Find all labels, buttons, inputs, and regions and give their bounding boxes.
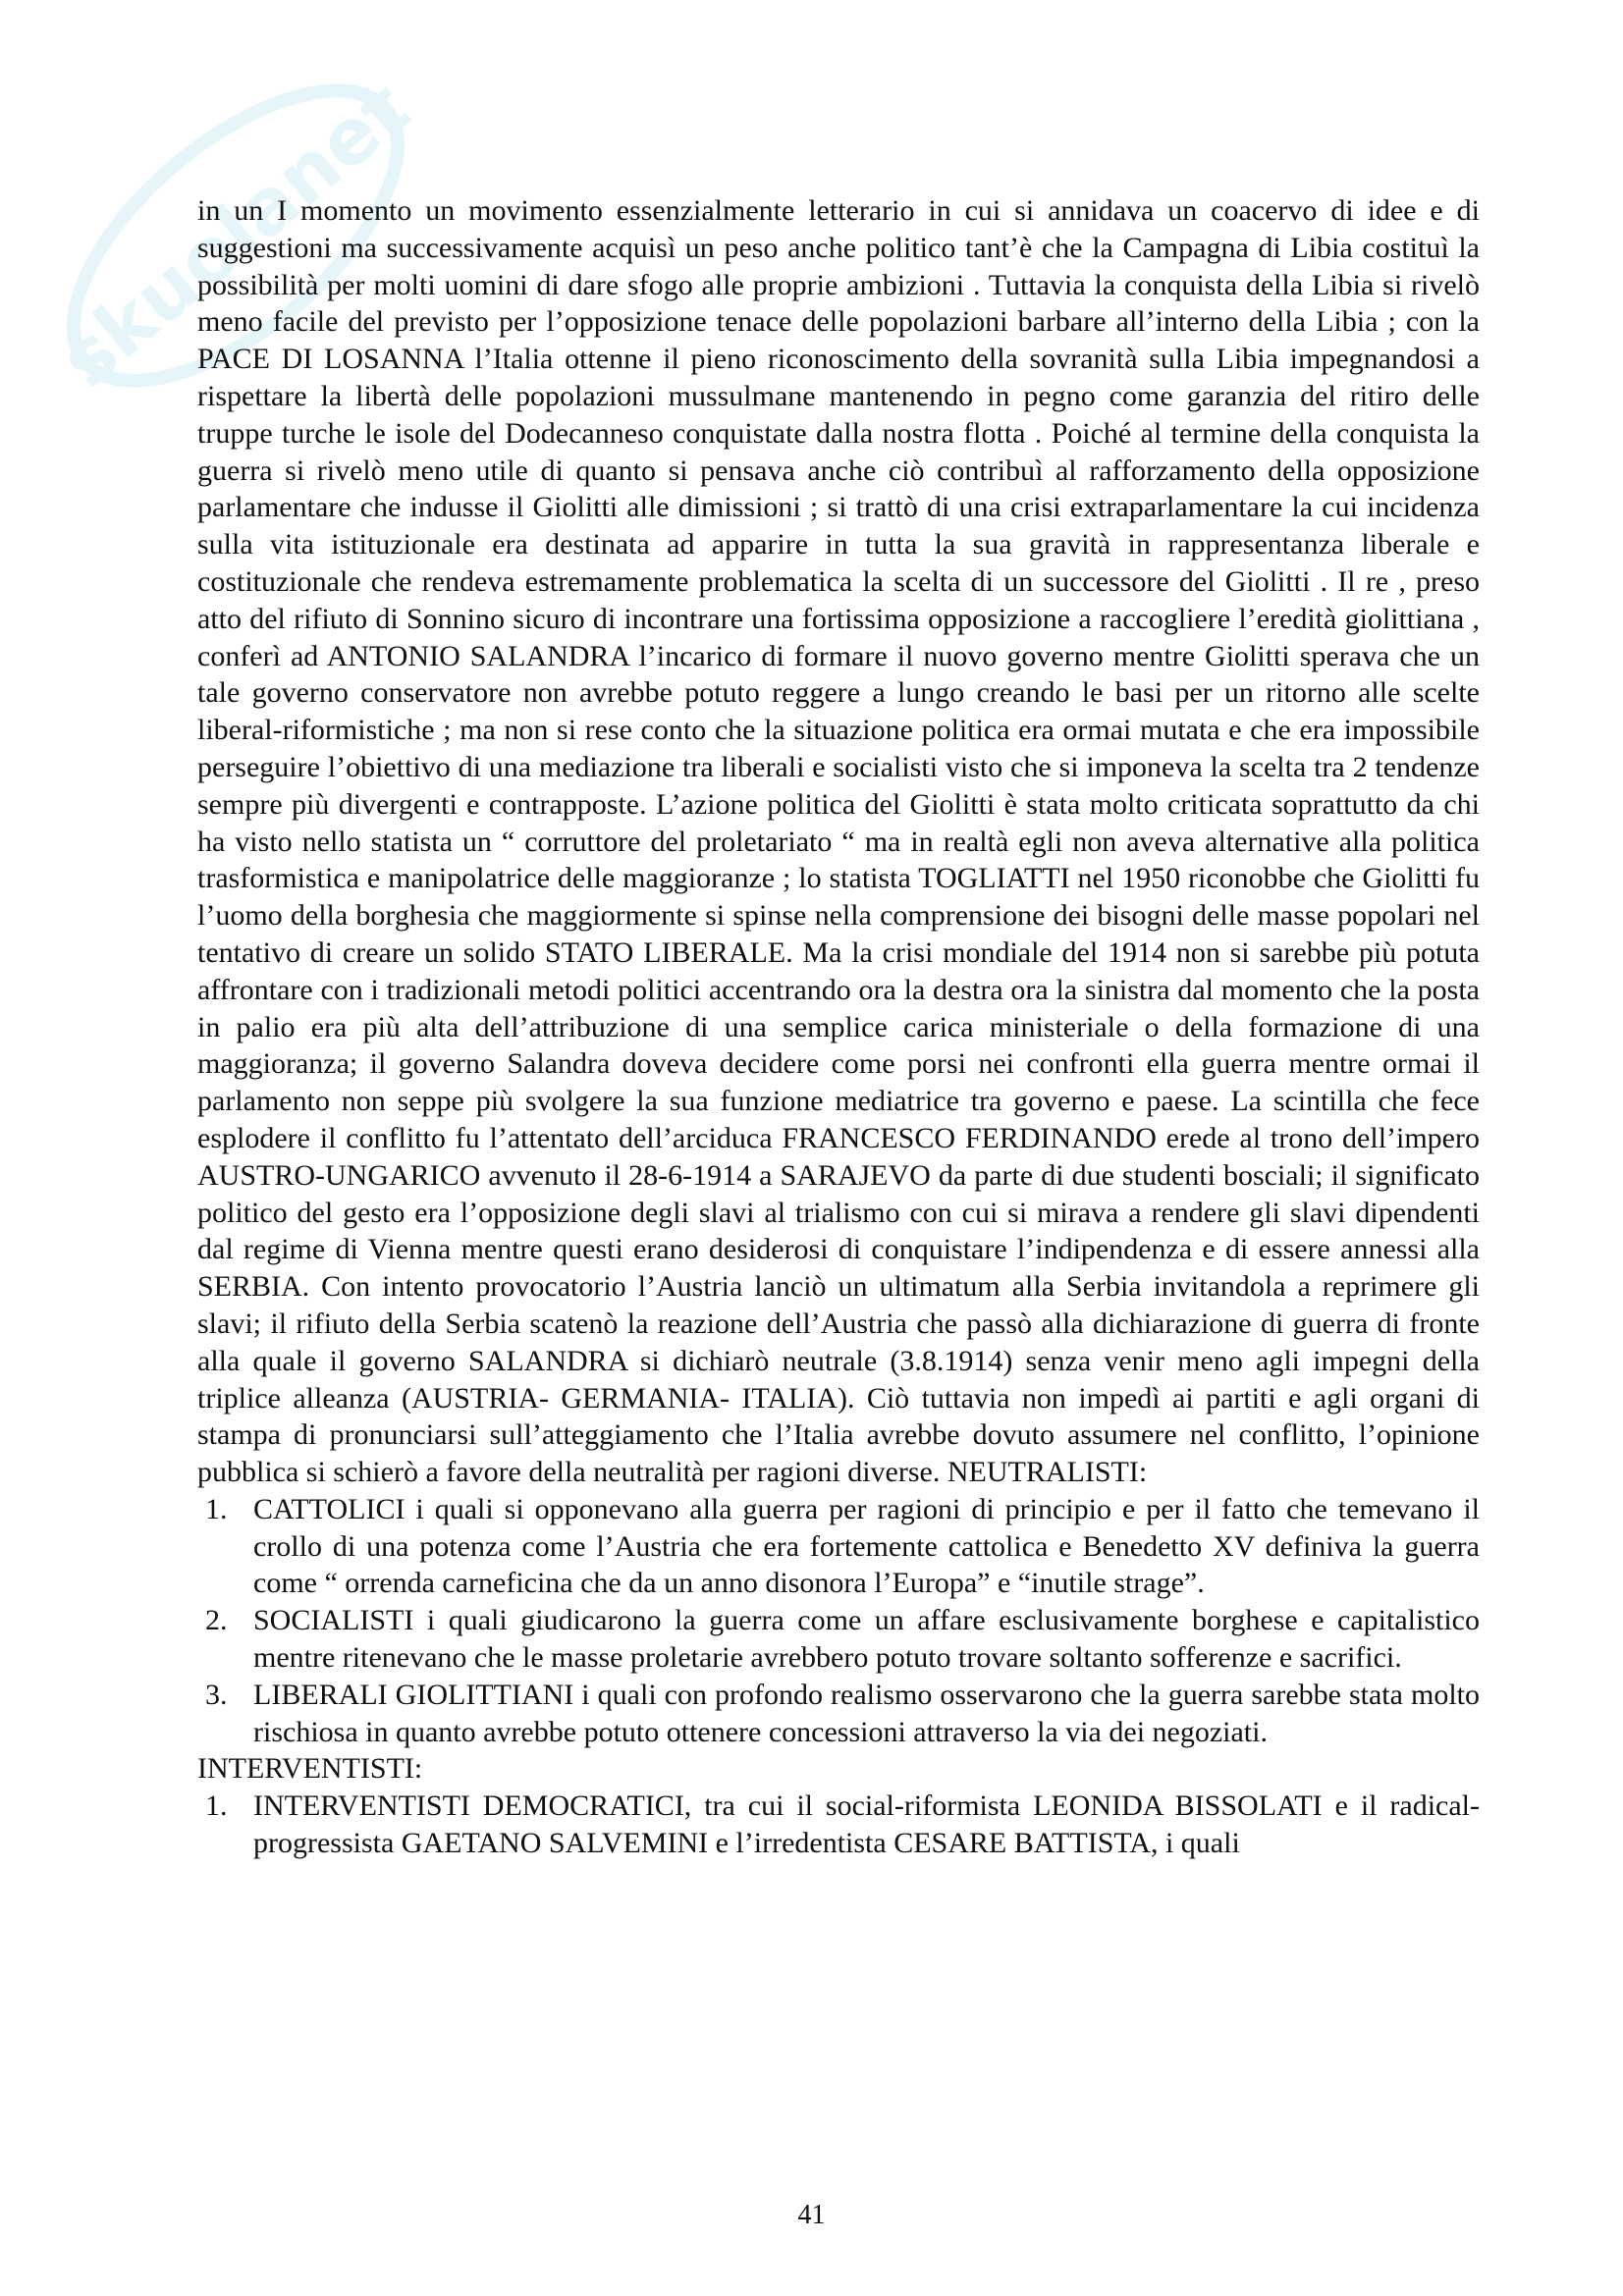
- document-page: [197, 192, 1480, 1862]
- list-item-text: SOCIALISTI i quali giudicarono la guerra come un affare esclusivamente borghese e capitalistico mentre ritenevano che le masse proletarie avrebbero potuto trovare soltanto sofferenze e sacrifici.: [253, 1604, 1480, 1675]
- list-item: [197, 1788, 1480, 1862]
- watermark-text: skuolanet: [43, 64, 426, 405]
- list-number: 2.: [205, 1604, 228, 1637]
- list-item-text: LIBERALI GIOLITTIANI i quali con profondo realismo osservarono che la guerra sarebbe stata molto rischiosa in quanto avrebbe potuto ottenere concessioni attraverso la via dei negoziati.: [253, 1678, 1480, 1748]
- list-number: 1.: [205, 1789, 228, 1823]
- list-number: 3.: [205, 1678, 228, 1711]
- list-item-text: CATTOLICI i quali si opponevano alla guerra per ragioni di principio e per il fatto che temevano il crollo di una potenza come l’Austria che era fortemente cattolica e Benedetto XV definiva la guerra come “ orrenda carneficina che da un anno disonora l’Europa” e “inutile strage”.: [253, 1492, 1480, 1600]
- list-item-text: INTERVENTISTI DEMOCRATICI, tra cui il social-riformista LEONIDA BISSOLATI e il radical-progressista GAETANO SALVEMINI e l’irredentista CESARE BATTISTA, i quali: [253, 1789, 1480, 1860]
- page-number: 41: [797, 2200, 826, 2230]
- interventisti-list: [197, 1788, 1480, 1862]
- list-item: [197, 1602, 1480, 1677]
- interventisti-heading: INTERVENTISTI:: [197, 1752, 423, 1786]
- body-paragraph: in un I momento un movimento essenzialmente letterario in cui si annidava un coacervo di idee e di suggestioni ma successivamente acquisì un peso anche politico tant’è che la Campagna di Libia costituì la possibilità per molti uomini di dare sfogo alle proprie ambizioni . Tuttavia la conquista della Libia si rivelò meno facile del previsto per l’opposizione tenace delle popolazioni barbare all’interno della Libia ; con la PACE DI LOSANNA l’Italia ottenne il pieno riconoscimento della sovranità sulla Libia impegnandosi a rispettare la libertà delle popolazioni mussulmane mantenendo in pegno come garanzia del ritiro delle truppe turche le isole del Dodecanneso conquistate dalla nostra flotta . Poiché al termine della conquista la guerra si rivelò meno utile di quanto si pensava anche ciò contribuì al rafforzamento della opposizione parlamentare che indusse il Giolitti alle dimissioni ; si trattò di una crisi extraparlamentare la cui incidenza sulla vita istituzionale era destinata ad apparire in tutta la sua gravità in rappresentanza liberale e costituzionale che rendeva estremamente problematica la scelta di un successore del Giolitti . Il re , preso atto del rifiuto di Sonnino sicuro di incontrare una fortissima opposizione a raccogliere l’eredità giolittiana , conferì ad ANTONIO SALANDRA l’incarico di formare il nuovo governo mentre Giolitti sperava che un tale governo conservatore non avrebbe potuto reggere a lungo creando le basi per un ritorno alle scelte liberal-riformistiche ; ma non si rese conto che la situazione politica era ormai mutata e che era impossibile perseguire l’obiettivo di una mediazione tra liberali e socialisti visto che si imponeva la scelta tra 2 tendenze sempre più divergenti e contrapposte. L’azione politica del Giolitti è stata molto criticata soprattutto da chi ha visto nello statista un “ corruttore del proletariato “ ma in realtà egli non aveva alternative alla politica trasformistica e manipolatrice delle maggioranze ; lo statista TOGLIATTI nel 1950 riconobbe che Giolitti fu l’uomo della borghesia che maggiormente si spinse nella comprensione dei bisogni delle masse popolari nel tentativo di creare un solido STATO LIBERALE. Ma la crisi mondiale del 1914 non si sarebbe più potuta affrontare con i tradizionali metodi politici accentrando ora la destra ora la sinistra dal momento che la posta in palio era più alta dell’attribuzione di una semplice carica ministeriale o della formazione di una maggioranza; il governo Salandra doveva decidere come porsi nei confronti ella guerra mentre ormai il parlamento non seppe più svolgere la sua funzione mediatrice tra governo e paese. La scintilla che fece esplodere il conflitto fu l’attentato dell’arciduca FRANCESCO FERDINANDO erede al trono dell’impero AUSTRO-UNGARICO avvenuto il 28-6-1914 a SARAJEVO da parte di due studenti bosciali; il significato politico del gesto era l’opposizione degli slavi al trialismo con cui si mirava a rendere gli slavi dipendenti dal regime di Vienna mentre questi erano desiderosi di conquistare l’indipendenza e di essere annessi alla SERBIA. Con intento provocatorio l’Austria lanciò un ultimatum alla Serbia invitandola a reprimere gli slavi; il rifiuto della Serbia scatenò la reazione dell’Austria che passò alla dichiarazione di guerra di fronte alla quale il governo SALANDRA si dichiarò neutrale (3.8.1914) senza venir meno agli impegni della triplice alleanza (AUSTRIA- GERMANIA- ITALIA). Ciò tuttavia non impedì ai partiti e agli organi di stampa di pronunciarsi sull’atteggiamento che l’Italia avrebbe dovuto assumere nel conflitto, l’opinione pubblica si schierò a favore della neutralità per ragioni diverse. NEUTRALISTI:: [197, 194, 1480, 1489]
- neutralisti-list: [197, 1491, 1480, 1751]
- list-number: 1.: [205, 1492, 228, 1525]
- list-item: [197, 1677, 1480, 1751]
- list-item: [197, 1491, 1480, 1602]
